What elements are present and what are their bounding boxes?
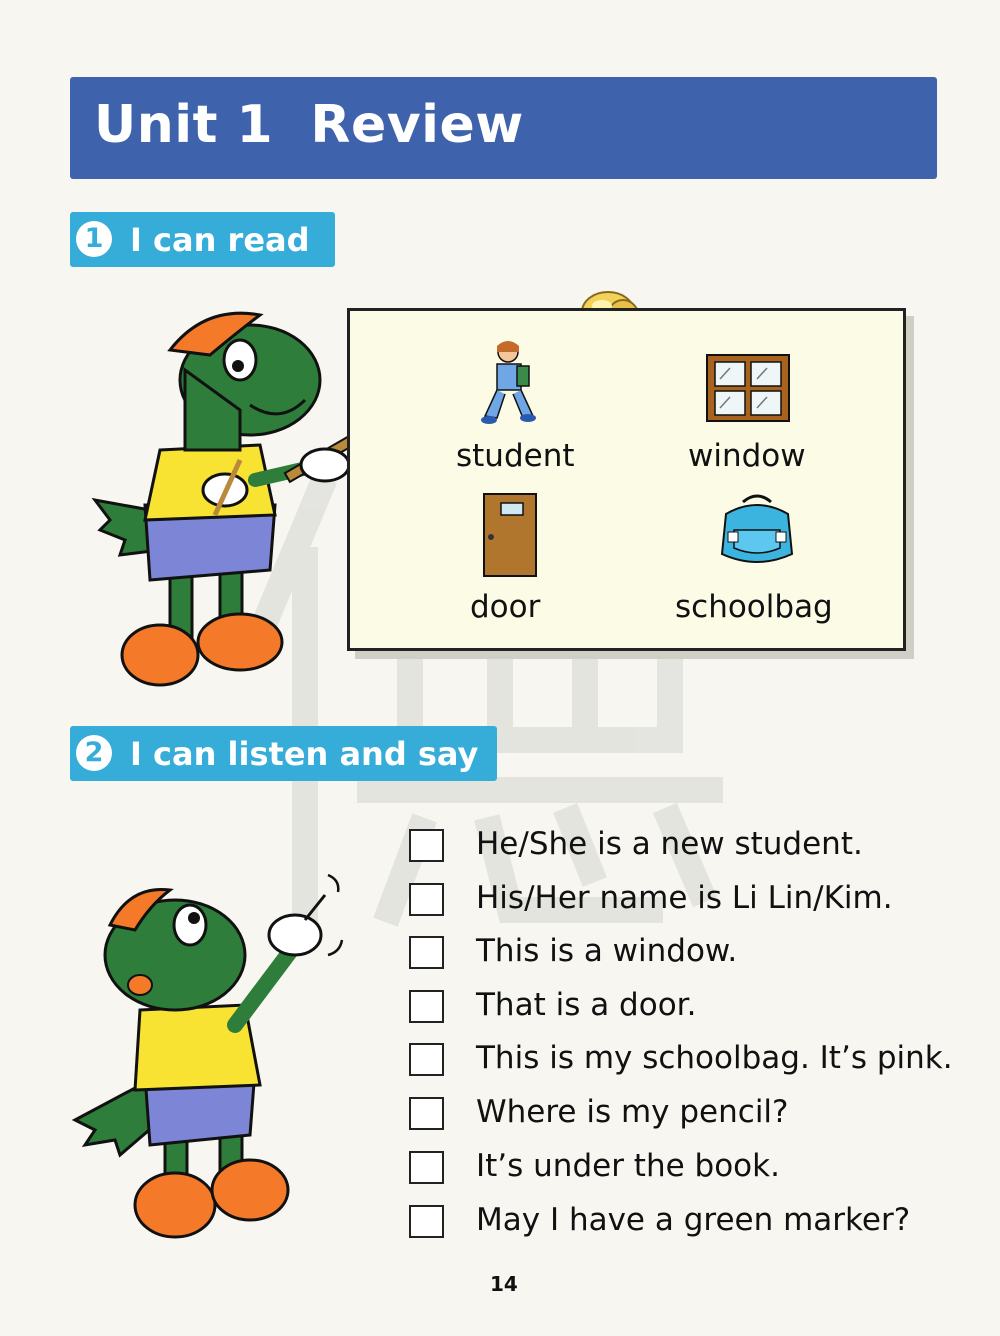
checklist-item: [409, 1088, 969, 1128]
page-title: Unit 1 Review: [94, 95, 524, 155]
dinosaur-mascot-speaking-icon: [70, 860, 360, 1250]
checklist-sentence: That is a door.: [476, 987, 697, 1023]
checkbox[interactable]: [409, 1205, 444, 1238]
checklist-sentence: He/She is a new student.: [476, 826, 863, 862]
checklist-item: [409, 927, 969, 967]
word-window: window: [688, 438, 806, 474]
section-1-label: I can read: [130, 221, 310, 259]
checklist-item: [409, 1034, 969, 1074]
page-number: 14: [490, 1272, 518, 1296]
section-2-tab: [70, 726, 497, 781]
checkbox[interactable]: [409, 883, 444, 916]
checklist-sentence: His/Her name is Li Lin/Kim.: [476, 880, 893, 916]
section-1-number: 1: [76, 221, 112, 257]
checklist-sentence: This is my schoolbag. It’s pink.: [476, 1040, 953, 1076]
word-schoolbag: schoolbag: [675, 589, 833, 625]
section-2-label: I can listen and say: [130, 735, 479, 773]
checklist-item: [409, 1142, 969, 1182]
checklist-sentence: May I have a green marker?: [476, 1202, 911, 1238]
checklist-sentence: It’s under the book.: [476, 1148, 780, 1184]
section-2-number: 2: [76, 735, 112, 771]
checkbox[interactable]: [409, 1043, 444, 1076]
checkbox[interactable]: [409, 1097, 444, 1130]
checklist-item: [409, 1196, 969, 1236]
window-icon: [705, 353, 791, 423]
word-student: student: [456, 438, 575, 474]
schoolbag-icon: [718, 492, 796, 568]
checklist-item: [409, 874, 969, 914]
checklist-item: [409, 820, 969, 860]
unit-banner: [70, 77, 937, 179]
checklist-sentence: This is a window.: [476, 933, 738, 969]
checklist-item: [409, 981, 969, 1021]
word-door: door: [470, 589, 541, 625]
checkbox[interactable]: [409, 1151, 444, 1184]
checkbox[interactable]: [409, 936, 444, 969]
checkbox[interactable]: [409, 829, 444, 862]
checkbox[interactable]: [409, 990, 444, 1023]
student-girl-icon: [475, 338, 545, 433]
section-1-tab: [70, 212, 335, 267]
checklist-sentence: Where is my pencil?: [476, 1094, 789, 1130]
dinosaur-mascot-pointing-icon: [90, 300, 390, 700]
door-icon: [481, 491, 539, 579]
